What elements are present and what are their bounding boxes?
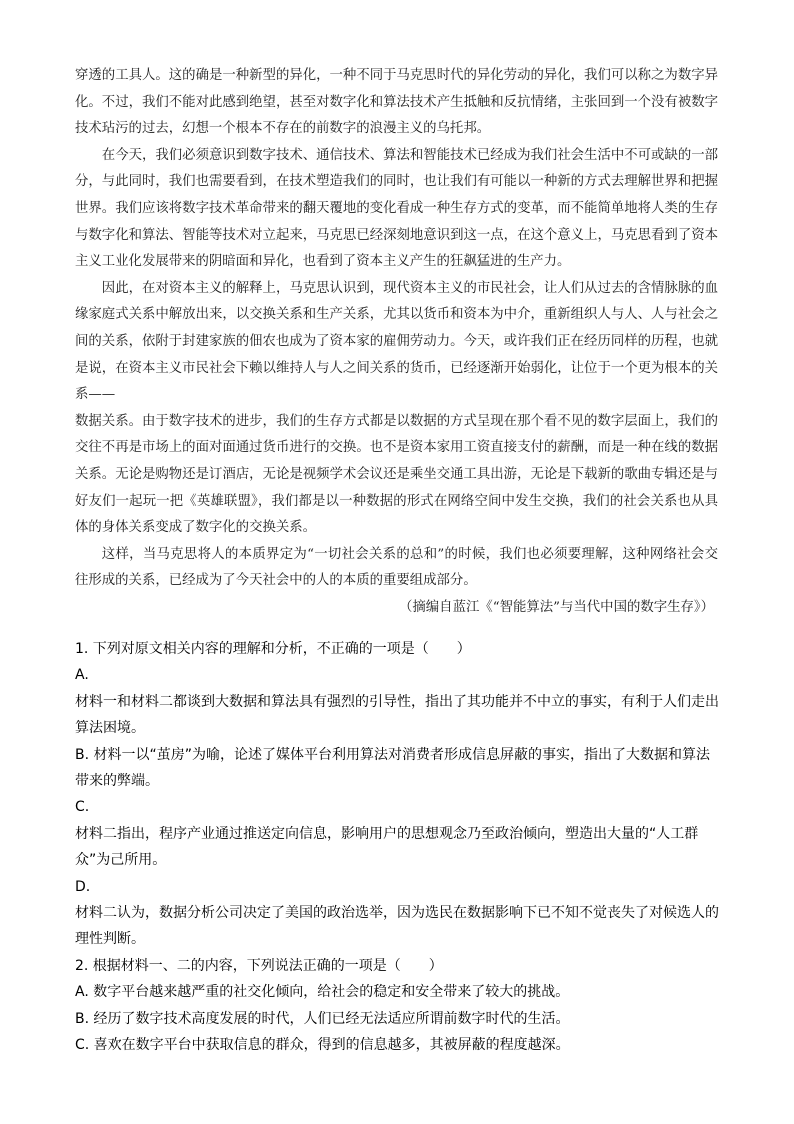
passage-paragraph: 数据关系。由于数字技术的进步，我们的生存方式都是以数据的方式呈现在那个看不见的数字层面上，我们的交往不再是市场上的面对面通过货币进行的交换。也不是资本家用工资直接支付的薪酬，而是一种在线的数据关系。无论是购物还是订酒店，无论是视频学术会议还是乘坐交通工具出游，无论是下载新的歌曲专辑还是与好友们一起玩一把《英雄联盟》，我们都是以一种数据的形式在网络空间中发生交换，我们的社会关系也从具体的身体关系变成了数字化的交换关系。 [75,413,718,536]
passage-paragraph: 这样，当马克思将人的本质界定为“一切社会关系的总和”的时候，我们也必须要理解，这种网络社会交往形成的关系，已经成为了今天社会中的人的本质的重要组成部分。 [75,546,718,589]
question-2-option-b: B. 经历了数字技术高度发展的时代，人们已经无法适应所谓前数字时代的生活。 [75,1010,570,1027]
passage-paragraph: 穿透的工具人。这的确是一种新型的异化，一种不同于马克思时代的异化劳动的异化，我们可以称之为数字异化。不过，我们不能对此感到绝望，甚至对数字化和算法技术产生抵触和反抗情绪，主张回到一个没有被数字技术玷污的过去，幻想一个根本不存在的前数字的浪漫主义的乌托邦。 [75,68,718,137]
question-1-option-c: 材料二指出，程序产业通过推送定向信息，影响用户的思想观念乃至政治倾向，塑造出大量的“人工群众”为己所用。 [75,825,699,869]
question-1-option-d-label: D. [75,878,91,895]
question-1-option-b: B. 材料一以“茧房”为喻，论述了媒体平台利用算法对消费者形成信息屏蔽的事实，指出了大数据和算法带来的弊端。 [75,746,711,790]
passage-source-citation: （摘编自蓝江《“智能算法”与当代中国的数字生存》） [399,599,714,615]
reading-passage [75,63,718,621]
question-1-option-c-label: C. [75,799,90,816]
passage-paragraph: 在今天，我们必须意识到数字技术、通信技术、算法和智能技术已经成为我们社会生活中不可或缺的一部分，与此同时，我们也需要看到，在技术塑造我们的同时，也让我们有可能以一种新的方式去理解世界和把握世界。我们应该将数字技术革命带来的翻天覆地的变化看成一种生存方式的变革，而不能简单地将人类的生存与数字化和算法、智能等技术对立起来，马克思已经深刻地意识到这一点，在这个意义上，马克思看到了资本主义工业化发展带来的阴暗面和异化，也看到了资本主义产生的狂飙猛进的生产力。 [75,147,718,270]
question-1-option-a-label: A. [75,667,89,684]
question-2-option-a: A. 数字平台越来越严重的社交化倾向，给社会的稳定和安全带来了较大的挑战。 [75,984,570,1001]
question-2-option-c: C. 喜欢在数字平台中获取信息的群众，得到的信息越多，其被屏蔽的程度越深。 [75,1037,570,1054]
question-1-stem: 1. 下列对原文相关内容的理解和分析，不正确的一项是（ ） [75,641,471,657]
question-2-stem: 2. 根据材料一、二的内容，下列说法正确的一项是（ ） [75,957,443,974]
question-1-option-d: 材料二认为，数据分析公司决定了美国的政治选举，因为选民在数据影响下已不知不觉丧失了对候选人的理性判断。 [75,905,719,948]
question-section [75,636,720,1059]
passage-paragraph: 因此，在对资本主义的解释上，马克思认识到，现代资本主义的市民社会，让人们从过去的含情脉脉的血缘家庭式关系中解放出来，以交换关系和生产关系，尤其以货币和资本为中介，重新组织人与人、人与社会之间的关系，依附于封建家族的佃农也成为了资本家的雇佣劳动力。今天，或许我们正在经历同样的历程，也就是说，在资本主义市民社会下赖以维持人与人之间关系的货币，已经逐渐开始弱化，让位于一个更为根本的关系—— [75,280,718,403]
question-1-option-a: 材料一和材料二都谈到大数据和算法具有强烈的引导性，指出了其功能并不中立的事实，有利于人们走出算法困境。 [75,693,719,737]
